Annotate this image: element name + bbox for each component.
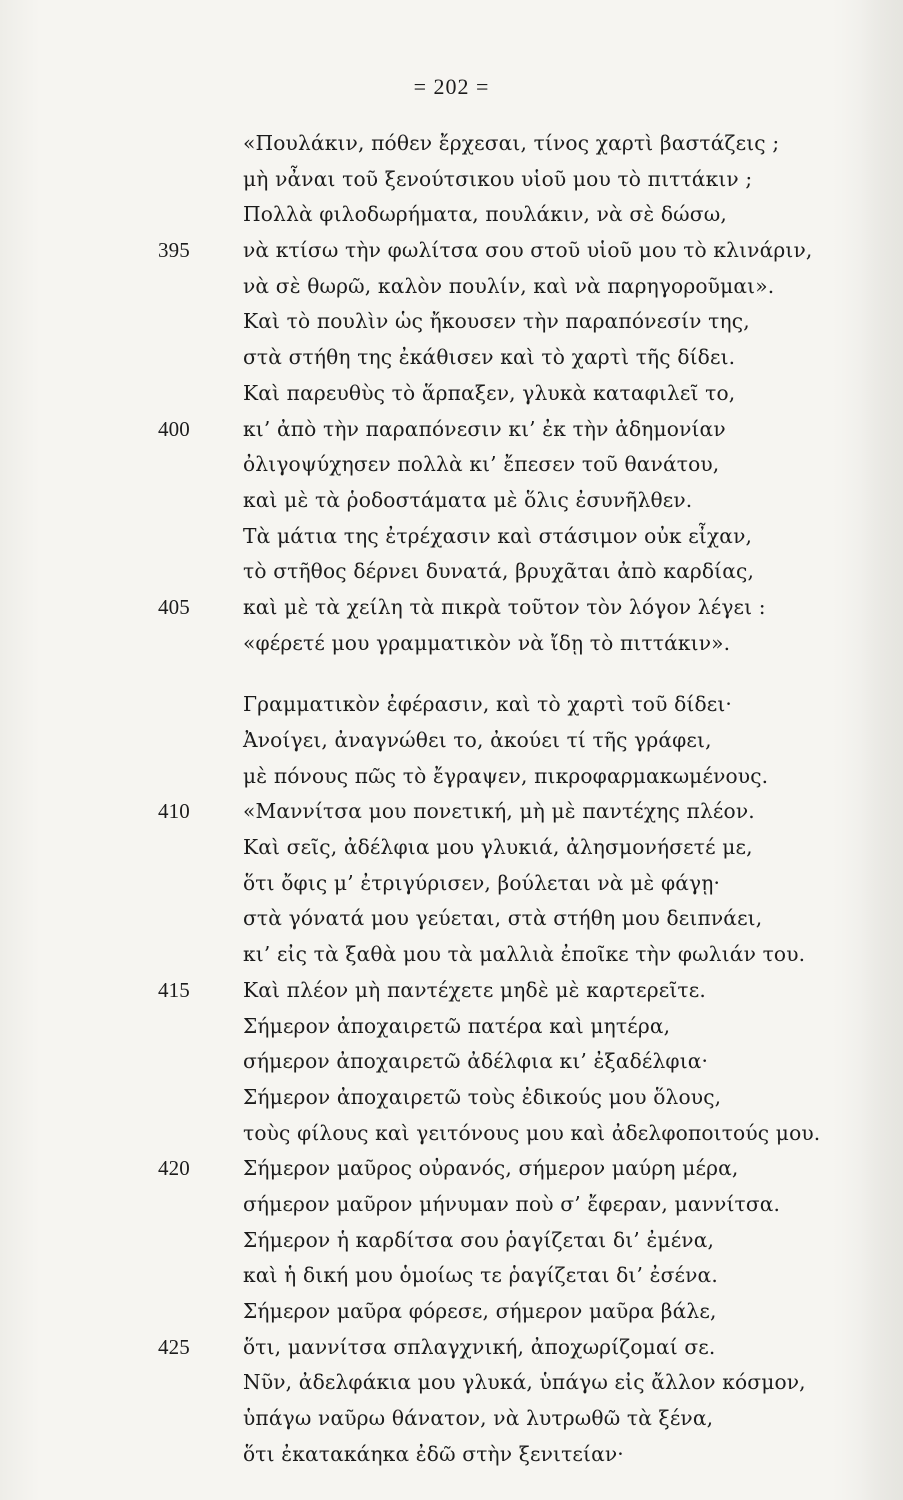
verse-text: Σήμερον μαῦρος οὐρανός, σήμερον μαύρη μέρα, <box>243 1156 739 1181</box>
verse-text: στὰ στήθη της ἐκάθισεν καὶ τὸ χαρτὶ τῆς δίδει. <box>243 345 736 370</box>
verse-text: στὰ γόνατά μου γεύεται, στὰ στήθη μου δειπνάει, <box>243 906 763 931</box>
verse-text: καὶ μὲ τὰ χείλη τὰ πικρὰ τοῦτον τὸν λόγον λέγει : <box>243 594 766 619</box>
verse-text: Πολλὰ φιλοδωρήματα, πουλάκιν, νὰ σὲ δώσω, <box>243 202 727 227</box>
verse-text: σήμερον μαῦρον μήνυμαν ποὺ σ’ ἔφεραν, μαννίτσα. <box>243 1191 781 1216</box>
verse-line <box>0 759 903 795</box>
verse-line <box>0 687 903 723</box>
verse-text: Γραμματικὸν ἐφέρασιν, καὶ τὸ χαρτὶ τοῦ δίδει· <box>243 692 732 717</box>
verse-text: Σήμερον ἀποχαιρετῶ τοὺς ἐδικούς μου ὅλους, <box>243 1084 722 1109</box>
verse-line <box>0 1044 903 1080</box>
verse-text: Σήμερον ἀποχαιρετῶ πατέρα καὶ μητέρα, <box>243 1013 671 1038</box>
verse-text: νὰ σὲ θωρῶ, καλὸν πουλίν, καὶ νὰ παρηγοροῦμαι». <box>243 273 775 298</box>
verse-line <box>0 519 903 555</box>
line-number: 400 <box>158 416 190 441</box>
verse-text: «Μαννίτσα μου πονετική, μὴ μὲ παντέχης πλέον. <box>243 799 755 824</box>
verse-line <box>0 304 903 340</box>
verse-line <box>0 1330 903 1366</box>
verse-line <box>0 1080 903 1116</box>
verse-text: κι’ εἰς τὰ ξαθὰ μου τὰ μαλλιὰ ἐποῖκε τὴν φωλιάν του. <box>243 942 806 967</box>
verse-line <box>0 483 903 519</box>
verse-line <box>0 830 903 866</box>
page-number: = 202 = <box>413 74 490 99</box>
verse-text: μὲ πόνους πῶς τὸ ἔγραψεν, πικροφαρμακωμένους. <box>243 763 769 788</box>
verse-line <box>0 1437 903 1473</box>
verse-line <box>0 126 903 162</box>
stanza <box>0 126 903 661</box>
verse-line <box>0 866 903 902</box>
verse-line <box>0 794 903 830</box>
verse-text: Τὰ μάτια της ἐτρέχασιν καὶ στάσιμον οὐκ εἶχαν, <box>243 523 753 548</box>
verse-text: Καὶ παρευθὺς τὸ ἅρπαξεν, γλυκὰ καταφιλεῖ το, <box>243 380 736 405</box>
verse-line <box>0 376 903 412</box>
verse-line <box>0 723 903 759</box>
verse-text: μὴ νἆναι τοῦ ξενούτσικου υἱοῦ μου τὸ πιττάκιν ; <box>243 166 753 191</box>
verse-line <box>0 1294 903 1330</box>
verse-text: ὑπάγω ναῦρω θάνατον, νὰ λυτρωθῶ τὰ ξένα, <box>243 1406 714 1431</box>
verse-line <box>0 197 903 233</box>
line-number: 420 <box>158 1156 190 1181</box>
verse-line <box>0 269 903 305</box>
verse-line <box>0 1258 903 1294</box>
line-number: 415 <box>158 977 190 1002</box>
verse-text: «φέρετέ μου γραμματικὸν νὰ ἴδῃ τὸ πιττάκιν». <box>243 630 731 655</box>
verse-text: σήμερον ἀποχαιρετῶ ἀδέλφια κι’ ἐξαδέλφια· <box>243 1049 709 1074</box>
verse-text: κι’ ἀπὸ τὴν παραπόνεσιν κι’ ἐκ τὴν ἀδημονίαν <box>243 416 726 441</box>
verse-text: ὅτι ὄφις μ’ ἐτριγύρισεν, βούλεται νὰ μὲ φάγῃ· <box>243 870 721 895</box>
verse-text: νὰ κτίσω τὴν φωλίτσα σου στοῦ υἱοῦ μου τὸ κλινάριν, <box>243 238 813 263</box>
verse-text: Σήμερον ἡ καρδίτσα σου ῥαγίζεται δι’ ἐμένα, <box>243 1227 715 1252</box>
verse-line <box>0 412 903 448</box>
verse-line <box>0 162 903 198</box>
verse-text: Σήμερον μαῦρα φόρεσε, σήμερον μαῦρα βάλε, <box>243 1299 717 1323</box>
verse-text: «Πουλάκιν, πόθεν ἔρχεσαι, τίνος χαρτὶ βαστάζεις ; <box>243 131 780 155</box>
verse-text: ὅτι, μαννίτσα σπλαγχνική, ἀποχωρίζομαί σε. <box>243 1334 716 1359</box>
verse-text: καὶ ἡ δική μου ὁμοίως τε ῥαγίζεται δι’ ἐσένα. <box>243 1263 718 1288</box>
verse-line <box>0 937 903 973</box>
poem-text <box>0 126 903 1472</box>
line-number: 425 <box>158 1334 190 1359</box>
verse-line <box>0 590 903 626</box>
verse-line <box>0 1401 903 1437</box>
verse-line <box>0 554 903 590</box>
verse-text: Καὶ σεῖς, ἀδέλφια μου γλυκιά, ἀλησμονήσετέ με, <box>243 835 753 860</box>
verse-line <box>0 233 903 269</box>
verse-text: τοὺς φίλους καὶ γειτόνους μου καὶ ἀδελφοποιτούς μου. <box>243 1120 821 1145</box>
line-number: 410 <box>158 799 190 824</box>
verse-line <box>0 1151 903 1187</box>
verse-line <box>0 1365 903 1401</box>
verse-text: τὸ στῆθος δέρνει δυνατά, βρυχᾶται ἀπὸ καρδίας, <box>243 559 755 584</box>
verse-line <box>0 973 903 1009</box>
verse-text: ὀλιγοψύχησεν πολλὰ κι’ ἔπεσεν τοῦ θανάτου, <box>243 452 720 477</box>
line-number: 405 <box>158 594 190 619</box>
verse-text: ὅτι ἐκατακάηκα ἐδῶ στὴν ξενιτείαν· <box>243 1441 624 1466</box>
stanza <box>0 687 903 1472</box>
verse-line <box>0 1116 903 1152</box>
verse-line <box>0 447 903 483</box>
verse-text: Νῦν, ἀδελφάκια μου γλυκά, ὑπάγω εἰς ἄλλον κόσμον, <box>243 1370 806 1395</box>
line-number: 395 <box>158 238 190 263</box>
verse-line <box>0 901 903 937</box>
verse-line <box>0 340 903 376</box>
verse-text: Καὶ πλέον μὴ παντέχετε μηδὲ μὲ καρτερεῖτε. <box>243 977 706 1002</box>
verse-text: καὶ μὲ τὰ ῥοδοστάματα μὲ ὅλις ἐσυνῆλθεν. <box>243 487 693 512</box>
verse-text: Καὶ τὸ πουλὶν ὡς ἤκουσεν τὴν παραπόνεσίν της, <box>243 309 750 334</box>
verse-line <box>0 1009 903 1045</box>
verse-line <box>0 1187 903 1223</box>
verse-line <box>0 626 903 662</box>
verse-line <box>0 1223 903 1259</box>
verse-text: Ἀνοίγει, ἀναγνώθει το, ἀκούει τί τῆς γράφει, <box>243 728 712 752</box>
